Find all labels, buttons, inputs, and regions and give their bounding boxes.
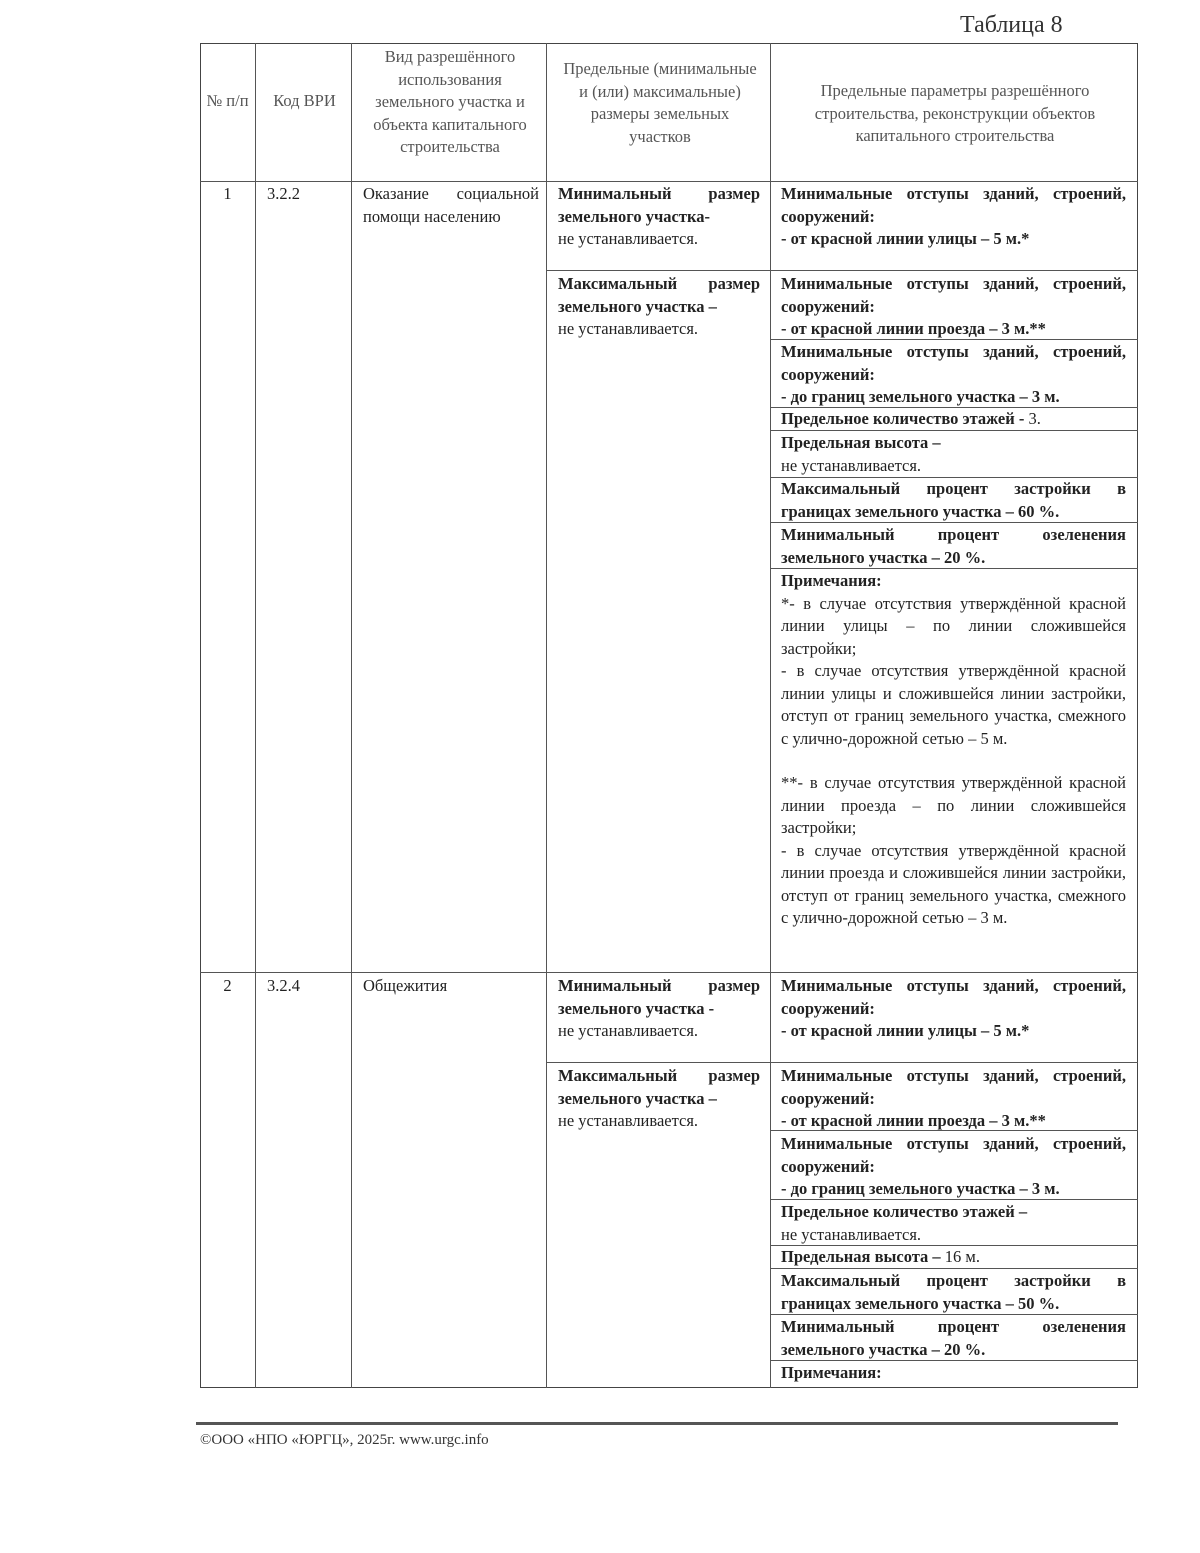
param-value: 20 %.: [943, 1339, 986, 1359]
param-divider: [770, 1062, 1138, 1063]
size-divider: [546, 270, 770, 271]
param-title: Предельное количество этажей -: [781, 409, 1025, 428]
column-divider: [770, 43, 771, 1388]
min-size-value: не устанавливается.: [558, 1021, 699, 1040]
param-value: 60 %.: [1018, 501, 1060, 521]
row-2-max-size: [558, 1065, 760, 1133]
header-code: Код ВРИ: [273, 91, 336, 110]
param-value: - до границ земельного участка – 3 м.: [781, 1179, 1060, 1198]
row-2-param-5: [781, 1246, 1126, 1269]
notes-title: Примечания:: [781, 1363, 882, 1382]
header-divider: [200, 181, 1138, 182]
max-size-value: не устанавливается.: [558, 319, 699, 338]
header-kind: Вид разрешённого использования земельного участка и объекта капитального строительства: [373, 47, 527, 156]
row-1-param-6: [781, 478, 1126, 523]
row-2-param-7: [781, 1316, 1126, 1361]
param-title: Максимальный процент застройки в границах земельного участка –: [781, 479, 1126, 521]
min-size-value: не устанавливается.: [558, 229, 699, 248]
param-title: Минимальные отступы зданий, строений, сооружений:: [781, 976, 1126, 1018]
param-value: 50 %.: [1018, 1293, 1060, 1313]
row-1-min-size: [558, 183, 760, 251]
note-item: - в случае отсутствия утверждённой красной линии улицы и сложившейся линии застройки, отступ от границ земельного участка, смежного с улично-дорожной сетью – 5 м.: [781, 661, 1126, 748]
row-2-param-6: [781, 1270, 1126, 1315]
note-item: **- в случае отсутствия утверждённой красной линии проезда – по линии сложившейся застройки;: [781, 773, 1126, 837]
max-size-value: не устанавливается.: [558, 1111, 699, 1130]
param-title: Предельная высота –: [781, 433, 941, 452]
column-divider: [546, 43, 547, 1388]
param-value: не устанавливается.: [781, 455, 922, 475]
row-1-notes: [781, 570, 1126, 930]
param-value: 20 %.: [943, 547, 986, 567]
min-size-title: Минимальный размер земельного участка-: [558, 184, 760, 226]
notes-title: Примечания:: [781, 571, 882, 590]
row-1-code: 3.2.2: [267, 184, 300, 203]
row-divider: [200, 972, 1138, 973]
row-1-param-4: [781, 408, 1126, 431]
param-title: Минимальный процент озеленения земельного участка –: [781, 1317, 1126, 1359]
header-num: № п/п: [206, 91, 249, 110]
note-item: - в случае отсутствия утверждённой красной линии проезда и сложившейся линии застройки, отступ от границ земельного участка, смежного с улично-дорожной сетью – 3 м.: [781, 840, 1126, 927]
row-1-param-1: [781, 183, 1126, 251]
row-2-name: Общежития: [363, 976, 448, 995]
table-caption: Таблица 8: [960, 12, 1063, 38]
max-size-title: Максимальный размер земельного участка –: [558, 274, 760, 316]
row-1-name: Оказание социальной помощи населению: [363, 184, 539, 226]
row-1-param-2: [781, 273, 1126, 341]
row-2-param-1: [781, 975, 1126, 1043]
row-2-min-size: [558, 975, 760, 1043]
param-value: - от красной линии улицы – 5 м.*: [781, 1021, 1030, 1040]
column-divider: [351, 43, 352, 1388]
note-item: *- в случае отсутствия утверждённой красной линии улицы – по линии сложившейся застройки;: [781, 593, 1126, 658]
param-title: Максимальный процент застройки в границах земельного участка –: [781, 1271, 1126, 1313]
size-divider: [546, 1062, 770, 1063]
row-1-param-5: [781, 432, 1126, 477]
param-value: - от красной линии проезда – 3 м.**: [781, 1111, 1046, 1130]
footer-copyright: ©ООО «НПО «ЮРГЦ», 2025г. www.urgc.info: [200, 1432, 489, 1448]
param-value: - от красной линии улицы – 5 м.*: [781, 229, 1030, 248]
param-value: не устанавливается.: [781, 1224, 922, 1244]
row-2-notes: [781, 1362, 1126, 1385]
footer-rule: [196, 1422, 1118, 1425]
param-divider: [770, 270, 1138, 271]
row-2-num: 2: [223, 976, 232, 995]
min-size-title: Минимальный размер земельного участка -: [558, 976, 760, 1018]
max-size-title: Максимальный размер земельного участка –: [558, 1066, 760, 1108]
param-title: Минимальные отступы зданий, строений, сооружений:: [781, 184, 1126, 226]
param-title: Минимальные отступы зданий, строений, сооружений:: [781, 342, 1126, 384]
row-1-num: 1: [223, 184, 232, 203]
row-1-max-size: [558, 273, 760, 341]
param-value: 16 м.: [944, 1247, 980, 1266]
param-title: Минимальные отступы зданий, строений, сооружений:: [781, 1066, 1126, 1108]
row-2-param-4: [781, 1201, 1126, 1246]
header-sizes: Предельные (минимальные и (или) максимальные) размеры земельных участков: [563, 59, 757, 146]
column-divider: [255, 43, 256, 1388]
row-1-param-3: [781, 341, 1126, 409]
row-2-param-2: [781, 1065, 1126, 1133]
param-value: - до границ земельного участка – 3 м.: [781, 387, 1060, 406]
param-title: Минимальные отступы зданий, строений, сооружений:: [781, 1134, 1126, 1176]
row-2-param-3: [781, 1133, 1126, 1201]
param-title: Предельная высота –: [781, 1247, 941, 1266]
param-title: Предельное количество этажей –: [781, 1202, 1028, 1221]
row-2-code: 3.2.4: [267, 976, 300, 995]
param-title: Минимальный процент озеленения земельного участка –: [781, 525, 1126, 567]
param-value: 3.: [1028, 409, 1041, 428]
row-1-param-7: [781, 524, 1126, 569]
param-value: - от красной линии проезда – 3 м.**: [781, 319, 1046, 338]
param-title: Минимальные отступы зданий, строений, сооружений:: [781, 274, 1126, 316]
header-params: Предельные параметры разрешённого строительства, реконструкции объектов капитального строительства: [814, 81, 1096, 145]
